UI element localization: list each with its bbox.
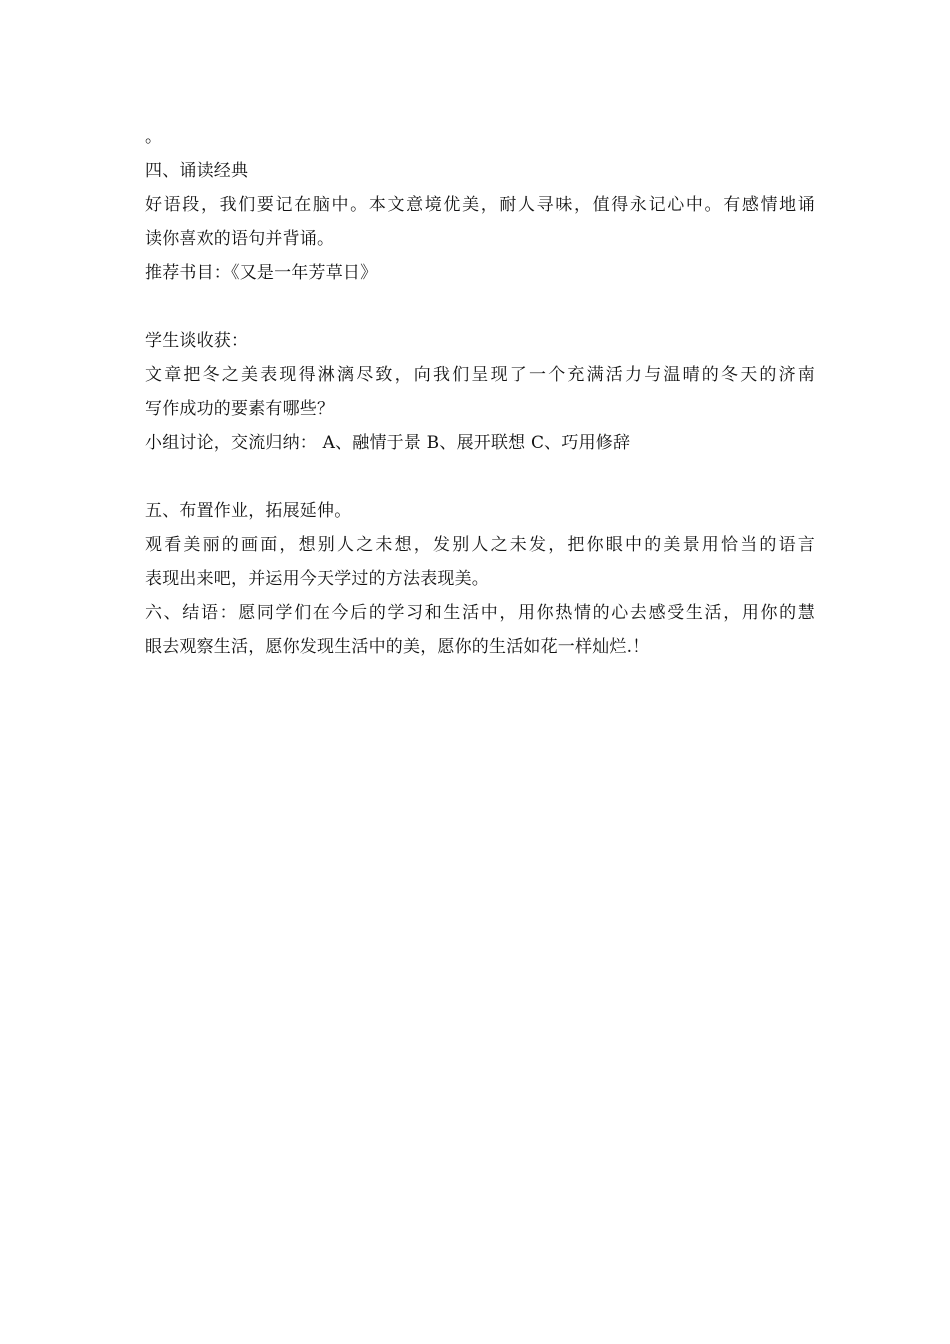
group-discussion-line: 小组讨论，交流归纳： A、融情于景 B、展开联想 C、巧用修辞: [145, 433, 631, 453]
leading-punctuation: 。: [145, 127, 163, 147]
section-heading-recite-classics: 四、诵读经典: [145, 161, 249, 181]
paragraph-line: 眼去观察生活，愿你发现生活中的美，愿你的生活如花一样灿烂.！: [145, 637, 650, 657]
paragraph-line: 写作成功的要素有哪些？: [145, 399, 335, 419]
blank-line: [145, 290, 815, 324]
document-page: [145, 120, 815, 664]
student-harvest-heading: 学生谈收获：: [145, 331, 249, 351]
recommended-book-line: 推荐书目：《又是一年芳草日》: [145, 263, 378, 283]
blank-line: [145, 460, 815, 494]
paragraph-line: 观看美丽的画面，想别人之未想，发别人之未发，把你眼中的美景用恰当的语言: [145, 535, 815, 555]
section-heading-homework: 五、布置作业，拓展延伸。: [145, 501, 352, 521]
paragraph-line: 文章把冬之美表现得淋漓尽致，向我们呈现了一个充满活力与温晴的冬天的济南: [145, 365, 815, 385]
section-heading-conclusion: 六、结语：愿同学们在今后的学习和生活中，用你热情的心去感受生活，用你的慧: [145, 603, 815, 623]
paragraph-line: 表现出来吧，并运用今天学过的方法表现美。: [145, 569, 489, 589]
paragraph-line: 读你喜欢的语句并背诵。: [145, 229, 335, 249]
paragraph-line: 好语段，我们要记在脑中。本文意境优美，耐人寻味，值得永记心中。有感情地诵: [145, 195, 815, 215]
